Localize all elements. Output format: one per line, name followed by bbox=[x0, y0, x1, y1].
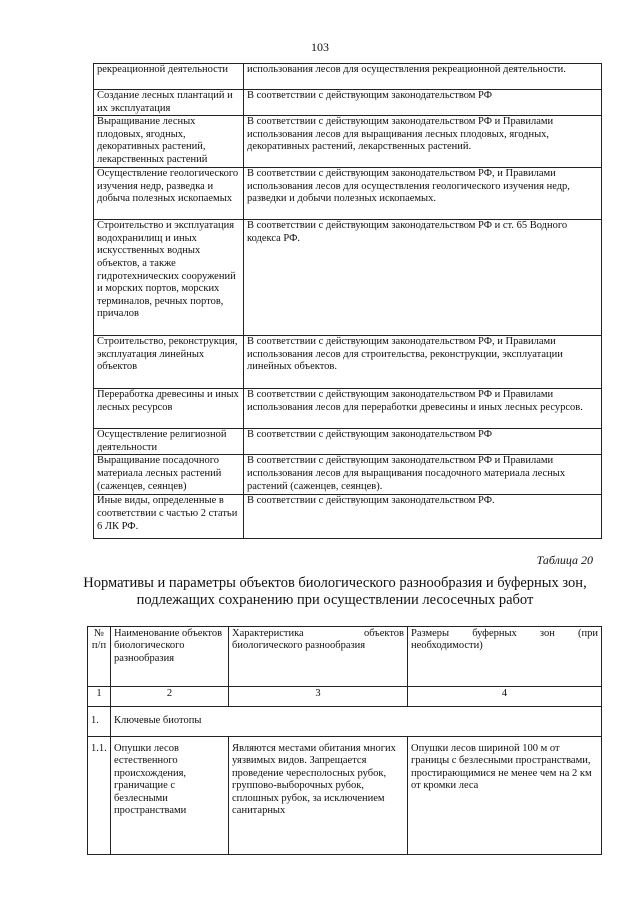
table-row bbox=[94, 336, 602, 389]
header-number: № п/п bbox=[88, 627, 111, 687]
requirement-cell: В соответствии с действующим законодательством РФ. bbox=[244, 495, 602, 539]
activity-cell: Выращивание лесных плодовых, ягодных, декоративных растений, лекарственных растений bbox=[94, 116, 244, 168]
requirement-cell: В соответствии с действующим законодательством РФ и Правилами использования лесов для выращивания посадочного материала лесных растений (саженцев, сеянцев). bbox=[244, 455, 602, 495]
buffer-size: Опушки лесов шириной 100 м от границы с безлесными пространствами, простирающимися не менее чем на 2 км от кромки леса bbox=[408, 737, 602, 855]
section-title: Ключевые биотопы bbox=[111, 707, 602, 737]
activity-cell: рекреационной деятельности bbox=[94, 64, 244, 90]
column-number: 3 bbox=[229, 687, 408, 707]
requirement-cell: В соответствии с действующим законодательством РФ и ст. 65 Водного кодекса РФ. bbox=[244, 220, 602, 336]
header-buffer bbox=[408, 627, 602, 687]
activity-cell: Создание лесных плантаций и их эксплуатация bbox=[94, 90, 244, 116]
header-name: Наименование объектов биологического разнообразия bbox=[111, 627, 229, 687]
section-row bbox=[88, 707, 602, 737]
requirement-cell: использования лесов для осуществления рекреационной деятельности. bbox=[244, 64, 602, 90]
section-heading: Нормативы и параметры объектов биологического разнообразия и буферных зон, подлежащих сохранению при осуществлении лесосечных работ bbox=[83, 575, 587, 608]
table-row bbox=[94, 64, 602, 90]
header-buffer-word-4: (при bbox=[577, 628, 598, 639]
activity-cell: Выращивание посадочного материала лесных растений (саженцев, сеянцев) bbox=[94, 455, 244, 495]
section-number: 1. bbox=[88, 707, 111, 737]
header-characteristic bbox=[229, 627, 408, 687]
table-row bbox=[94, 429, 602, 455]
activity-cell: Строительство, реконструкция, эксплуатация линейных объектов bbox=[94, 336, 244, 389]
object-name: Опушки лесов естественного происхождения, граничащие с безлесными пространствами bbox=[111, 737, 229, 855]
column-number: 1 bbox=[88, 687, 111, 707]
table-row bbox=[94, 455, 602, 495]
requirement-cell: В соответствии с действующим законодательством РФ bbox=[244, 429, 602, 455]
column-number: 2 bbox=[111, 687, 229, 707]
header-characteristic-word-1: Характеристика bbox=[232, 628, 304, 639]
biodiversity-table bbox=[87, 626, 602, 855]
table-row bbox=[94, 168, 602, 220]
header-characteristic-word-2: объектов bbox=[363, 628, 404, 639]
header-buffer-word-1: Размеры bbox=[411, 628, 450, 639]
forest-use-table bbox=[93, 63, 602, 539]
activity-cell: Иные виды, определенные в соответствии с частью 2 статьи 6 ЛК РФ. bbox=[94, 495, 244, 539]
header-buffer-word-2: буферных bbox=[472, 628, 517, 639]
table-row bbox=[94, 389, 602, 429]
header-buffer-word-3: зон bbox=[539, 628, 555, 639]
column-number: 4 bbox=[408, 687, 602, 707]
row-number: 1.1. bbox=[88, 737, 111, 855]
table-row bbox=[88, 737, 602, 855]
requirement-cell: В соответствии с действующим законодательством РФ bbox=[244, 90, 602, 116]
header-characteristic-line-2: биологического разнообразия bbox=[232, 640, 366, 652]
activity-cell: Осуществление религиозной деятельности bbox=[94, 429, 244, 455]
requirement-cell: В соответствии с действующим законодательством РФ, и Правилами использования лесов для строительства, реконструкции, эксплуатации линейных объектов. bbox=[244, 336, 602, 389]
table-header-row bbox=[88, 627, 602, 687]
requirement-cell: В соответствии с действующим законодательством РФ и Правилами использования лесов для переработки древесины и иных лесных ресурсов. bbox=[244, 389, 602, 429]
activity-cell: Осуществление геологического изучения недр, разведка и добыча полезных ископаемых bbox=[94, 168, 244, 220]
requirement-cell: В соответствии с действующим законодательством РФ, и Правилами использования лесов для осуществления геологического изучения недр, разведки и добычи полезных ископаемых. bbox=[244, 168, 602, 220]
table-caption: Таблица 20 bbox=[536, 553, 593, 567]
requirement-cell: В соответствии с действующим законодательством РФ и Правилами использования лесов для выращивания лесных плодовых, ягодных, декоративных растений, лекарственных растений. bbox=[244, 116, 602, 168]
table-row bbox=[94, 495, 602, 539]
header-buffer-line-2: необходимости) bbox=[411, 640, 483, 652]
table-row bbox=[94, 220, 602, 336]
page-number: 103 bbox=[311, 40, 329, 54]
activity-cell: Строительство и эксплуатация водохранилищ и иных искусственных водных объектов, а также гидротехнических сооружений и морских портов, морских терминалов, речных портов, причалов bbox=[94, 220, 244, 336]
column-number-row bbox=[88, 687, 602, 707]
activity-cell: Переработка древесины и иных лесных ресурсов bbox=[94, 389, 244, 429]
table-row bbox=[94, 116, 602, 168]
table-row bbox=[94, 90, 602, 116]
object-characteristic: Являются местами обитания многих уязвимых видов. Запрещается проведение чересполосных рубок, группово-выборочных рубок, сплошных рубок, за исключением санитарных bbox=[229, 737, 408, 855]
